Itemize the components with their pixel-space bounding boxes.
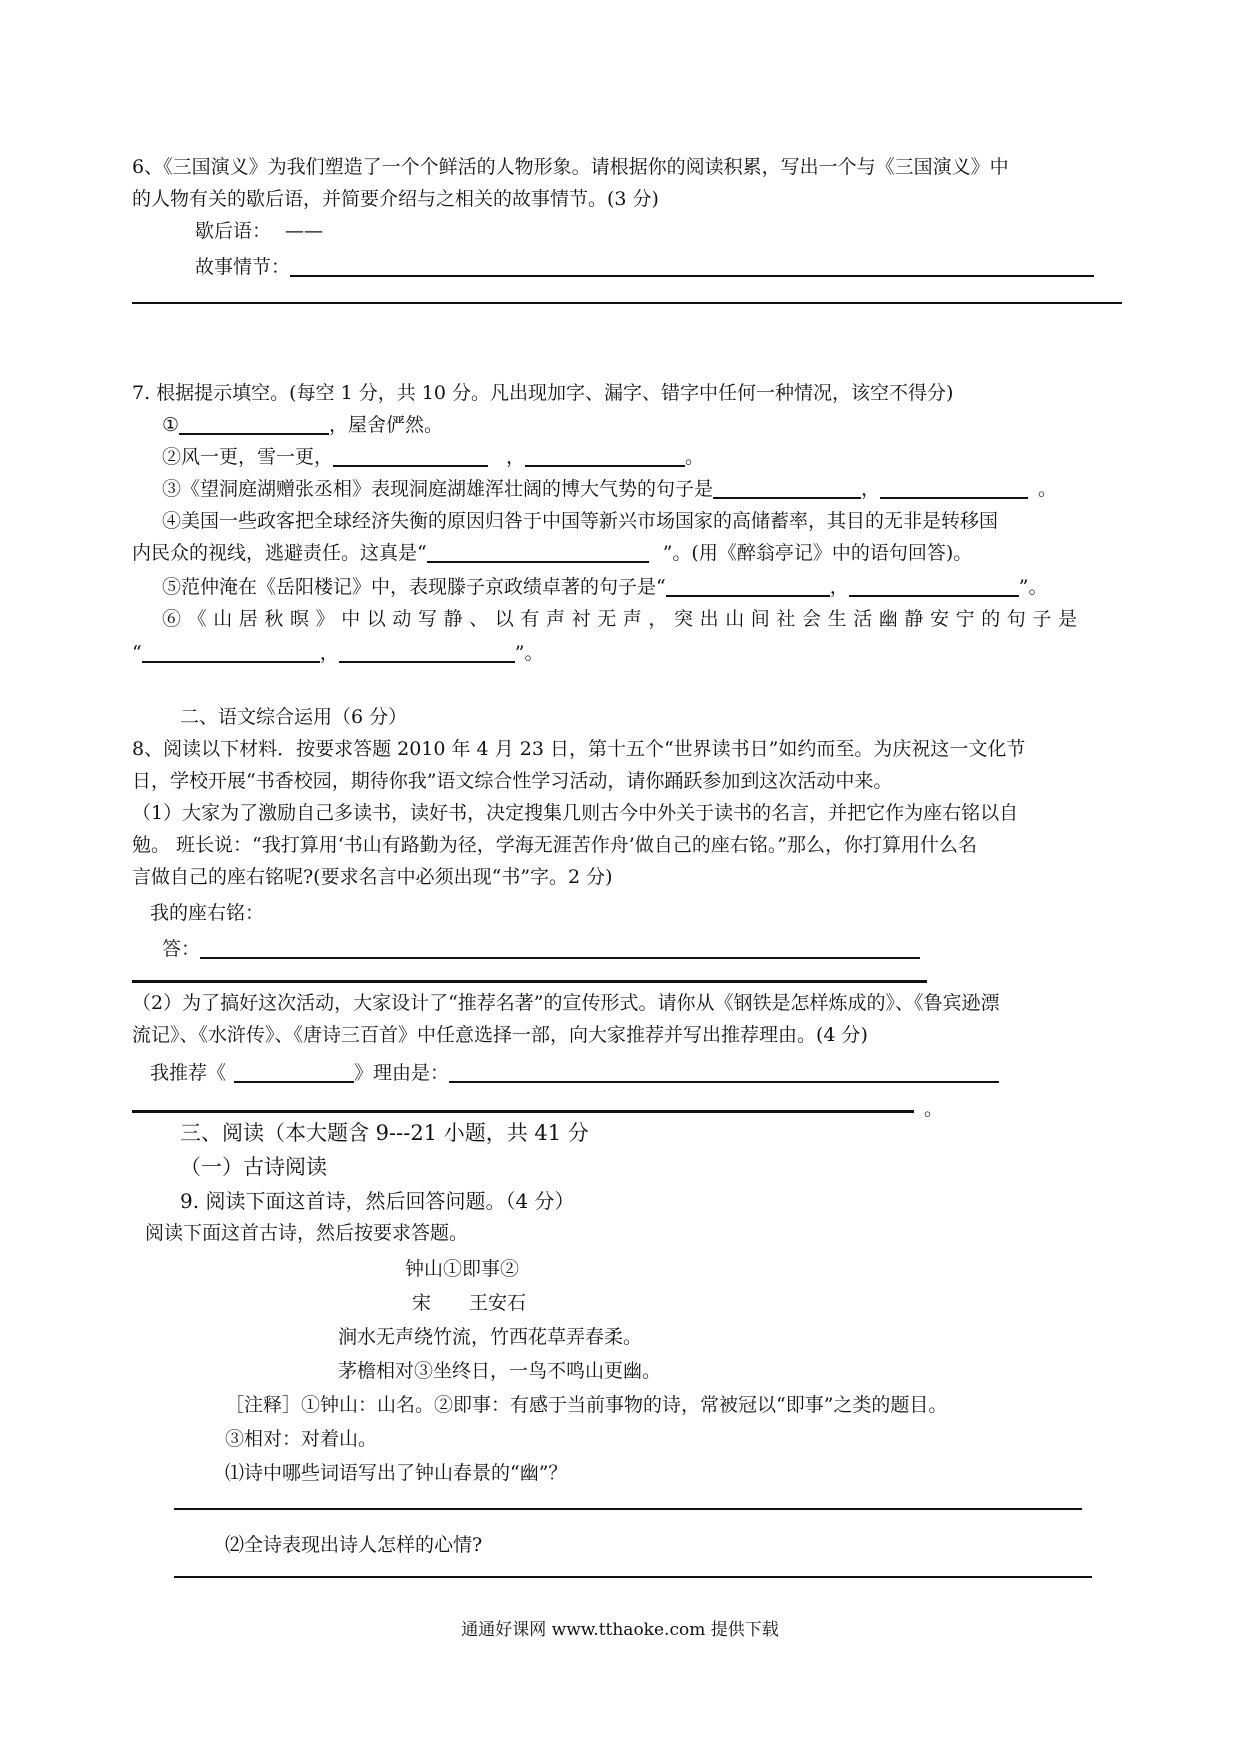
q7-item3-end: 。 [1038, 478, 1058, 500]
q8-line1: 8、阅读以下材料．按要求答题 2010 年 4 月 23 日，第十五个“世界读书日”如约而至。为庆祝这一文化节 [132, 738, 1026, 760]
q7-item5-end: ”。 [1018, 576, 1048, 598]
q8-part2-line2: 流记》、《水浒传》、《唐诗三百首》中任意选择一部，向大家推荐并写出推荐理由。(4 分) [132, 1024, 868, 1046]
poem-title: 钟山①即事② [405, 1258, 520, 1280]
q7-item5-prefix: ⑤范仲淹在《岳阳楼记》中，表现滕子京政绩卓著的句子是“ [162, 576, 666, 598]
reason-answer-line[interactable] [449, 1061, 999, 1083]
q7-item4-line2 [132, 538, 972, 568]
q7-blank-8[interactable] [849, 575, 1019, 597]
motto-label: 我的座右铭： [150, 902, 265, 924]
q7-item6-line1: ⑥《山居秋暝》中以动写静、以有声衬无声，突出山间社会生活幽静安宁的句子是 [162, 608, 1084, 630]
motto-answer-line-2[interactable] [132, 980, 927, 983]
note-line-1: ［注释］①钟山：山名。②即事：有感于当前事物的诗，常被冠以“即事”之类的题目。 [225, 1394, 948, 1416]
q7-blank-3[interactable] [525, 445, 685, 467]
q7-item6-comma: ， [319, 642, 339, 664]
reason-end-mark: 。 [924, 1098, 944, 1120]
q8-part2-line1: （2）为了搞好这次活动，大家设计了“推荐名著”的宣传形式。请你从《钢铁是怎样炼成的》、《鲁宾逊漂 [132, 992, 1000, 1014]
q7-item6-open: “ [132, 642, 142, 664]
book-title-blank[interactable] [234, 1061, 354, 1083]
story-answer-line[interactable] [290, 255, 1094, 277]
q6-line1: 6、《三国演义》为我们塑造了一个个鲜活的人物形象。请根据你的阅读积累，写出一个与《三国演义》中 [132, 156, 1009, 178]
q8-part1-line2: 勉。 班长说：“我打算用‘书山有路勤为径，学海无涯苦作舟’做自己的座右铭。”那么，你打算用什么名 [132, 834, 978, 856]
q6-answer-line-2[interactable] [132, 302, 1122, 304]
q7-item3-prefix: ③《望洞庭湖赠张丞相》表现洞庭湖雄浑壮阔的博大气势的句子是 [162, 478, 714, 500]
q7-item4-prefix: 内民众的视线，逃避责任。这真是“ [132, 542, 427, 564]
q7-item2 [162, 442, 704, 472]
q7-item2-end: 。 [685, 446, 705, 468]
q6-line2: 的人物有关的歇后语，并简要介绍与之相关的故事情节。(3 分) [132, 188, 659, 210]
q7-blank-5[interactable] [880, 477, 1028, 499]
q7-blank-6[interactable] [427, 541, 649, 563]
q7-item5-comma: ， [829, 576, 849, 598]
q8-line2: 日，学校开展“书香校园，期待你我”语文综合性学习活动，请你踊跃参加到这次活动中来。 [132, 770, 893, 792]
q9-answer-line-1[interactable] [174, 1508, 1082, 1510]
recommend-mid: 》理由是： [354, 1062, 450, 1084]
q9-title: 9. 阅读下面这首诗，然后回答问题。（4 分） [180, 1189, 575, 1213]
section2-heading: 二、语文综合运用（6 分） [180, 706, 408, 728]
motto-answer-line[interactable] [200, 937, 920, 959]
page-footer: 通通好课网 www.tthaoke.com 提供下载 [461, 1620, 779, 1640]
q9-answer-line-2[interactable] [174, 1576, 1092, 1578]
q7-title: 7. 根据提示填空。(每空 1 分，共 10 分。凡出现加字、漏字、错字中任何一种情况，该空不得分) [132, 382, 954, 404]
q7-item6-line2 [132, 638, 543, 668]
note-line-2: ③相对：对着山。 [225, 1428, 378, 1450]
q7-item4-suffix: ”。(用《醉翁亭记》中的语句回答)。 [662, 542, 973, 564]
poem-line-2: 茅檐相对③坐终日，一鸟不鸣山更幽。 [338, 1360, 662, 1382]
q9-sub-question-2: ⑵全诗表现出诗人怎样的心情? [225, 1534, 483, 1556]
q9-intro: 阅读下面这首古诗，然后按要求答题。 [145, 1222, 469, 1244]
xiehouyu-dash: —— [285, 220, 324, 242]
story-label: 故事情节： [195, 256, 291, 278]
q8-part1-line1: （1）大家为了激励自己多读书，读好书，决定搜集几则古今中外关于读书的名言，并把它作为座右铭以自 [132, 802, 1019, 824]
q6-xiehouyu [195, 216, 323, 246]
q7-blank-10[interactable] [339, 641, 515, 663]
q7-item2-comma: ， [506, 446, 526, 468]
q7-item3-comma: ， [861, 478, 881, 500]
poem-line-1: 涧水无声绕竹流，竹西花草弄春柔。 [338, 1326, 643, 1348]
xiehouyu-label: 歇后语： [195, 220, 272, 242]
q7-item3 [162, 474, 1057, 504]
recommend-prefix: 我推荐《 [150, 1062, 227, 1084]
motto-answer [162, 934, 920, 964]
q7-blank-2[interactable] [333, 445, 488, 467]
q9-sub-question-1: ⑴诗中哪些词语写出了钟山春景的“幽”？ [225, 1462, 568, 1484]
q6-story [195, 252, 1094, 282]
q7-item2-prefix: ②风一更，雪一更， [162, 446, 334, 468]
q7-item1-prefix: ① [162, 414, 180, 436]
recommend-row [150, 1058, 999, 1088]
q7-blank-1[interactable] [179, 413, 329, 435]
section3-heading: 三、阅读（本大题含 9---21 小题，共 41 分 [180, 1121, 589, 1145]
q7-item4-line1: ④美国一些政客把全球经济失衡的原因归咎于中国等新兴市场国家的高储蓄率，其目的无非是转移国 [162, 510, 999, 532]
q7-item1-suffix: ，屋舍俨然。 [329, 414, 444, 436]
q7-blank-4[interactable] [713, 477, 861, 499]
q7-blank-9[interactable] [142, 641, 320, 663]
q7-item1 [162, 410, 443, 440]
q7-item5 [162, 572, 1047, 602]
q7-blank-7[interactable] [666, 575, 830, 597]
q8-part1-line3: 言做自己的座右铭呢?(要求名言中必须出现“书”字。2 分) [132, 866, 613, 888]
answer-label: 答： [162, 938, 201, 960]
ancient-poetry-heading: （一）古诗阅读 [180, 1155, 327, 1179]
poem-author: 宋 王安石 [412, 1292, 527, 1314]
q7-item6-end: ”。 [514, 642, 544, 664]
reason-answer-line-2[interactable] [132, 1110, 914, 1113]
